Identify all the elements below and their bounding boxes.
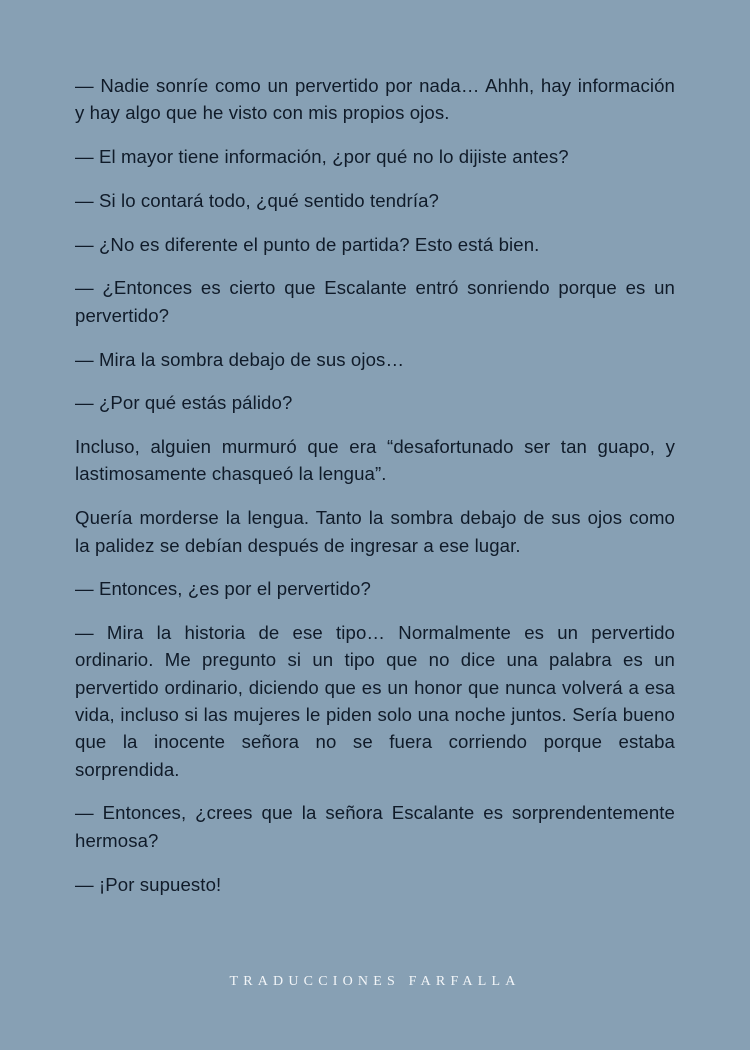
dialogue-paragraph: — Nadie sonríe como un pervertido por nada… Ahhh, hay información y hay algo que he visto con mis propios ojos.	[75, 75, 675, 124]
dialogue-paragraph: — Si lo contará todo, ¿qué sentido tendría?	[75, 189, 439, 211]
dialogue-paragraph: — Entonces, ¿crees que la señora Escalante es sorprendentemente hermosa?	[75, 802, 675, 851]
dialogue-paragraph: — ¿No es diferente el punto de partida? Esto está bien.	[75, 233, 540, 255]
translator-credit-footer: TRADUCCIONES FARFALLA	[229, 974, 521, 989]
document-body	[75, 72, 675, 914]
dialogue-paragraph: — Entonces, ¿es por el pervertido?	[75, 578, 371, 600]
narration-paragraph: Quería morderse la lengua. Tanto la sombra debajo de sus ojos como la palidez se debían después de ingresar a ese lugar.	[75, 507, 675, 556]
dialogue-paragraph: — ¿Por qué estás pálido?	[75, 392, 293, 414]
dialogue-paragraph: — El mayor tiene información, ¿por qué no lo dijiste antes?	[75, 146, 569, 168]
dialogue-paragraph: — Mira la historia de ese tipo… Normalmente es un pervertido ordinario. Me pregunto si un tipo que no dice una palabra es un pervertido ordinario, diciendo que es un honor que nunca volverá a esa vida, incluso si las mujeres le piden solo una noche juntos. Sería bueno que la inocente señora no se fuera corriendo porque estaba sorprendida.	[75, 622, 675, 780]
dialogue-paragraph: — ¿Entonces es cierto que Escalante entró sonriendo porque es un pervertido?	[75, 277, 675, 326]
narration-paragraph: Incluso, alguien murmuró que era “desafortunado ser tan guapo, y lastimosamente chasqueó la lengua”.	[75, 436, 675, 485]
dialogue-paragraph: — Mira la sombra debajo de sus ojos…	[75, 348, 405, 370]
dialogue-paragraph: — ¡Por supuesto!	[75, 873, 222, 895]
